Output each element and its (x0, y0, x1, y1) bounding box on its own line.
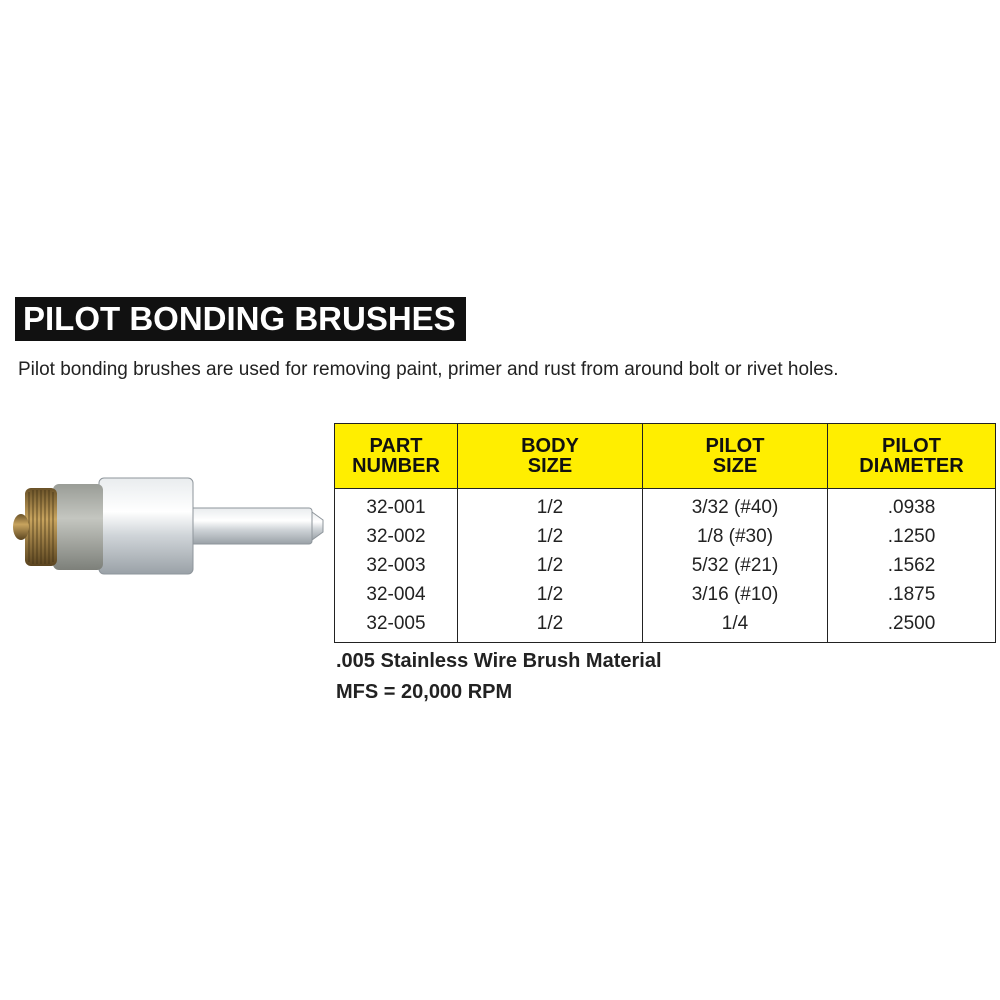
pilot-rod (190, 508, 312, 544)
body-size-cell: 1/2 (458, 522, 643, 551)
part-number-cell: 32-002 (335, 522, 458, 551)
table-row (335, 522, 996, 551)
page-title: PILOT BONDING BRUSHES (15, 297, 466, 341)
pilot-size-cell: 1/8 (#30) (643, 522, 828, 551)
part-number-cell: 32-004 (335, 580, 458, 609)
brush-collar (53, 484, 103, 570)
pilot-bonding-brush-image (5, 470, 327, 600)
pilot-diameter-cell: .1250 (828, 522, 996, 551)
pilot-diameter-cell: .1562 (828, 551, 996, 580)
part-number-cell: 32-003 (335, 551, 458, 580)
pilot-diameter-cell: .0938 (828, 489, 996, 523)
pilot-tip (13, 514, 29, 540)
product-description: Pilot bonding brushes are used for removing paint, primer and rust from around bolt or rivet holes. (18, 359, 839, 380)
body-size-cell: 1/2 (458, 580, 643, 609)
body-size-cell: 1/2 (458, 489, 643, 523)
pilot-diameter-cell: .2500 (828, 609, 996, 643)
col-pilot-diameter: PILOT DIAMETER (828, 424, 996, 489)
pilot-size-cell: 5/32 (#21) (643, 551, 828, 580)
brush-body (99, 478, 193, 574)
spec-table (334, 423, 996, 643)
body-size-cell: 1/2 (458, 551, 643, 580)
table-header-row (335, 424, 996, 489)
pilot-size-cell: 1/4 (643, 609, 828, 643)
col-part-number: PART NUMBER (335, 424, 458, 489)
part-number-cell: 32-005 (335, 609, 458, 643)
table-row (335, 551, 996, 580)
max-speed-note: MFS = 20,000 RPM (336, 681, 513, 703)
table-row (335, 489, 996, 523)
brush-material-note: .005 Stainless Wire Brush Material (336, 650, 662, 672)
body-size-cell: 1/2 (458, 609, 643, 643)
pilot-diameter-cell: .1875 (828, 580, 996, 609)
part-number-cell: 32-001 (335, 489, 458, 523)
col-body-size: BODY SIZE (458, 424, 643, 489)
col-pilot-size: PILOT SIZE (643, 424, 828, 489)
table-row (335, 609, 996, 643)
table-row (335, 580, 996, 609)
pilot-size-cell: 3/32 (#40) (643, 489, 828, 523)
pilot-size-cell: 3/16 (#10) (643, 580, 828, 609)
